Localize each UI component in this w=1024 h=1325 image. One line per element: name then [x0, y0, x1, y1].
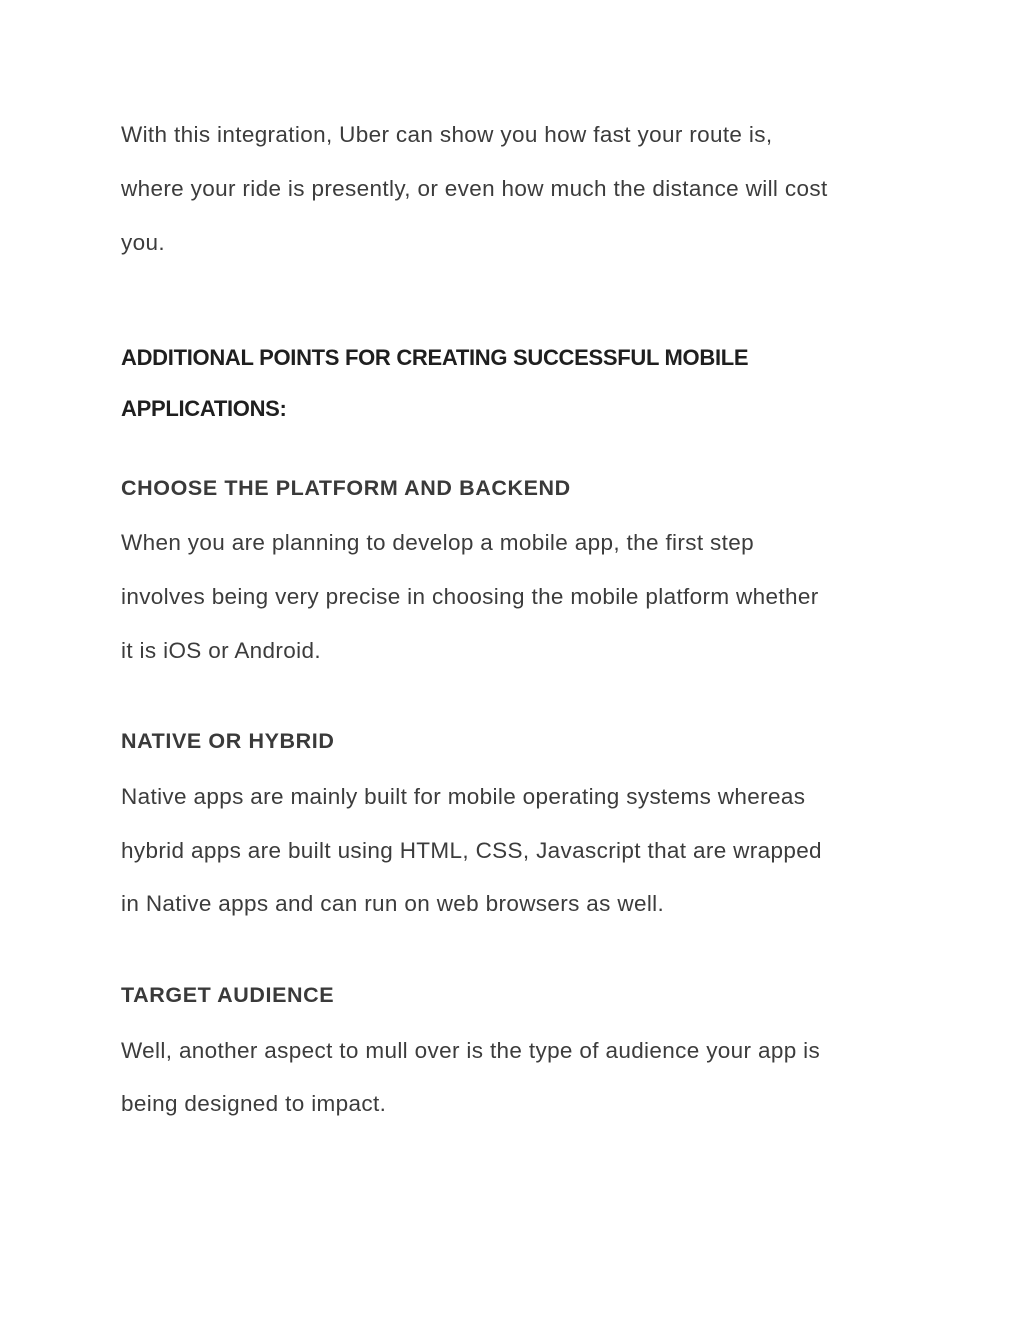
intro-line: With this integration, Uber can show you how fast your route is, — [121, 122, 773, 147]
section-line: it is iOS or Android. — [121, 638, 321, 663]
intro-line: where your ride is presently, or even how much the distance will cost — [121, 176, 828, 201]
intro-line: you. — [121, 230, 165, 255]
section-line: in Native apps and can run on web browsers as well. — [121, 891, 665, 916]
section-heading: TARGET AUDIENCE — [121, 983, 335, 1007]
section-line: Well, another aspect to mull over is the type of audience your app is — [121, 1038, 821, 1063]
main-heading-line: APPLICATIONS: — [121, 396, 287, 421]
main-heading-line: ADDITIONAL POINTS FOR CREATING SUCCESSFUL MOBILE — [121, 345, 749, 370]
section-line: being designed to impact. — [121, 1091, 387, 1116]
section-line: involves being very precise in choosing the mobile platform whether — [121, 584, 819, 609]
section-heading: CHOOSE THE PLATFORM AND BACKEND — [121, 476, 571, 500]
section-line: When you are planning to develop a mobile app, the first step — [121, 530, 754, 555]
section-line: Native apps are mainly built for mobile operating systems whereas — [121, 784, 806, 809]
section-line: hybrid apps are built using HTML, CSS, Javascript that are wrapped — [121, 838, 822, 863]
section-heading: NATIVE OR HYBRID — [121, 729, 335, 753]
